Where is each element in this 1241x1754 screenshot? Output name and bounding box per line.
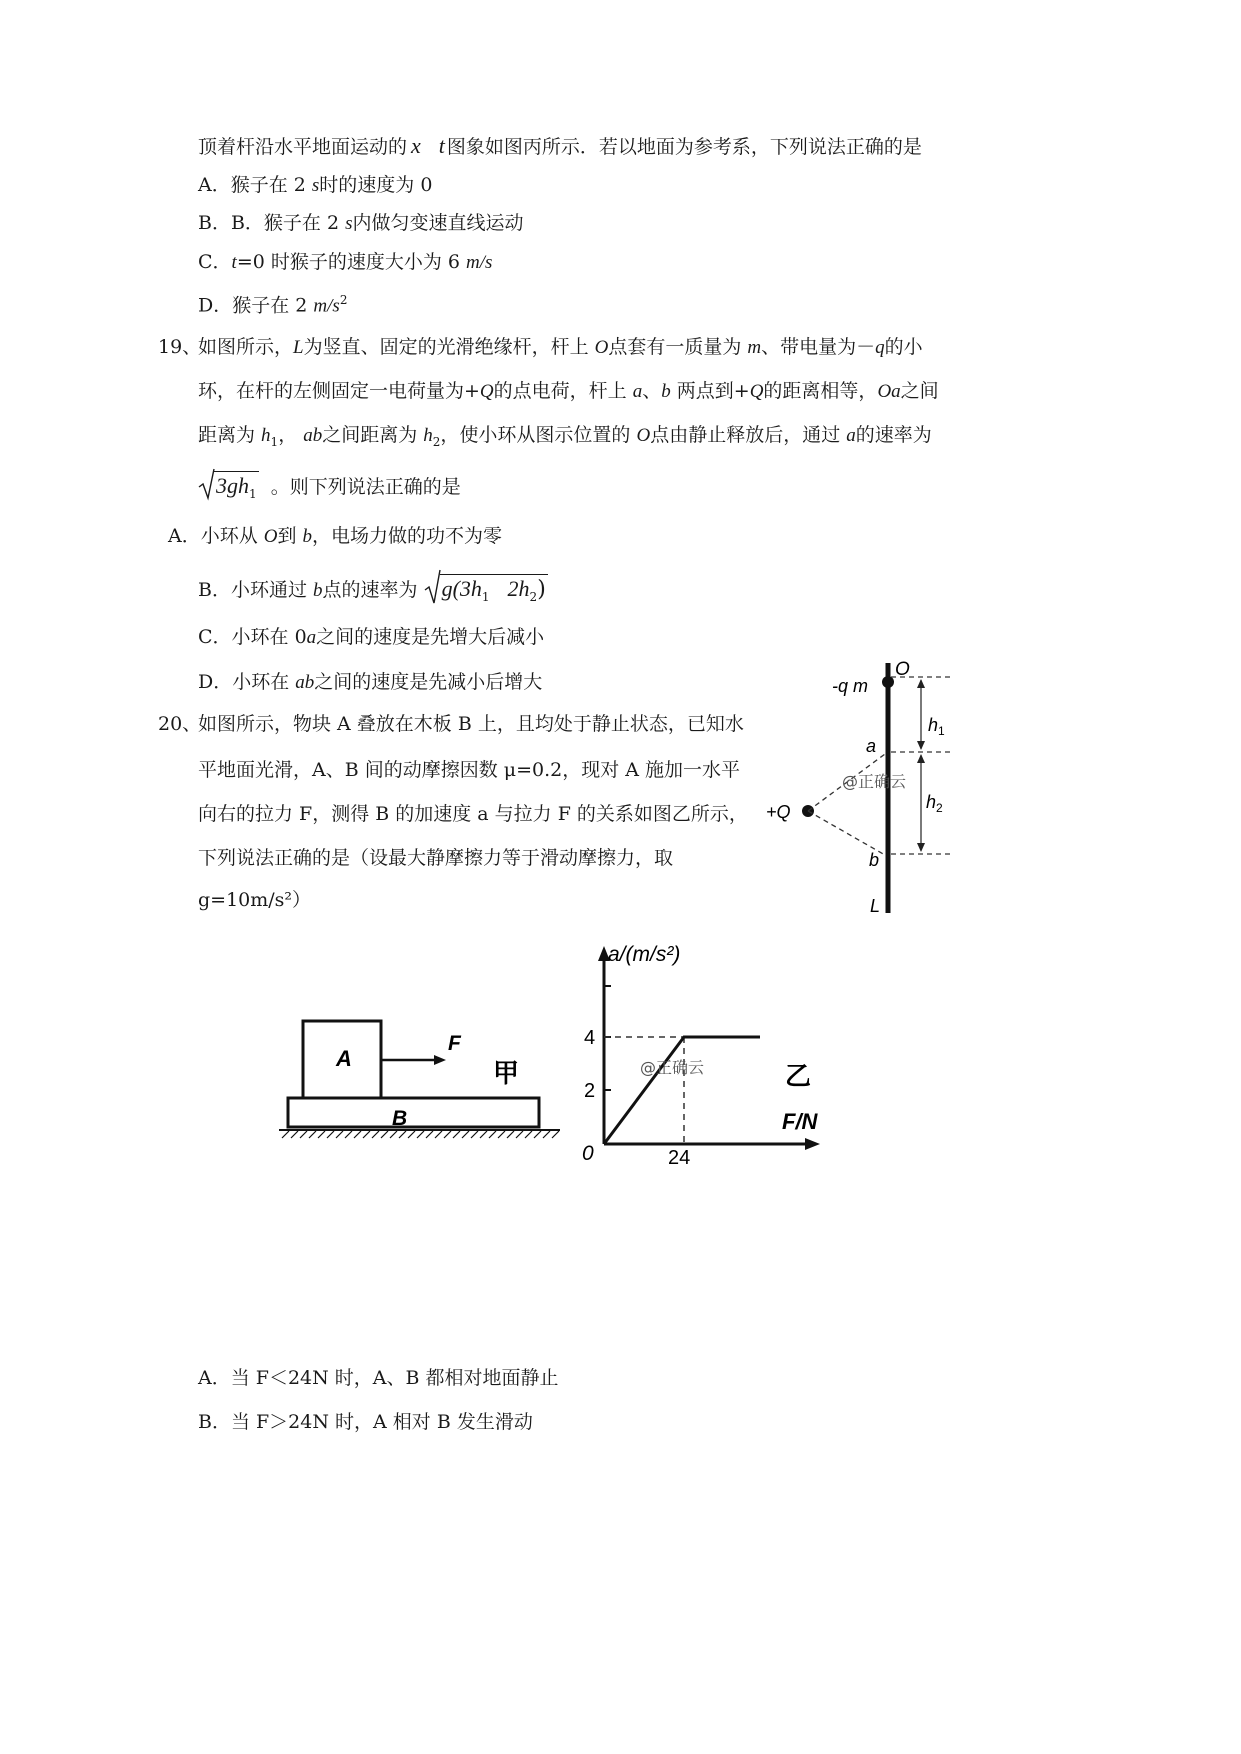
small-ring: [882, 676, 894, 688]
ground-hatch-mark: [489, 1131, 496, 1138]
q20-stem-line-2: 平地面光滑，A、B 间的动摩擦因数 μ=0.2，现对 A 施加一水平: [198, 759, 741, 781]
ground-hatch-mark: [300, 1131, 307, 1138]
q19-option-c: C．小环在 0a之间的速度是先增大后减小: [198, 626, 545, 648]
radical-sign-icon: [424, 568, 441, 606]
ground-hatch-mark: [552, 1131, 559, 1138]
q20-figures: [270, 935, 850, 1170]
label-h1: $h_1$: [928, 715, 945, 738]
ground-hatch-mark: [516, 1131, 523, 1138]
arrow-up-icon: [917, 754, 925, 763]
board-b: [288, 1098, 539, 1127]
ground-hatch-mark: [399, 1131, 406, 1138]
ground-hatch-mark: [417, 1131, 424, 1138]
arrow-down-icon: [917, 843, 925, 852]
radical-sign-icon: [198, 467, 215, 501]
q19-stem-line-3: 距离为 $h_1$， ab之间距离为 $h_2$，使小环从图示位置的 O点由静止释放后，通过 a的速率为: [198, 424, 932, 449]
y-tick-label-2: 2: [584, 1080, 596, 1102]
watermark: @正确云: [842, 772, 907, 791]
label-plus-q: +Q: [766, 802, 791, 822]
x-tick-label-24: 24: [668, 1147, 691, 1169]
q18-option-b: B．B．猴子在 2 s内做匀变速直线运动: [198, 212, 524, 234]
ground-hatch: [282, 1131, 559, 1138]
q20-stem-line-3: 向右的拉力 F，测得 B 的加速度 a 与拉力 F 的关系如图乙所示，: [198, 803, 748, 825]
label-l: L: [870, 896, 881, 916]
q19-stem-line-2: 环，在杆的左侧固定一电荷量为+Q的点电荷，杆上 a、b 两点到+Q的距离相等，Oa之间: [198, 380, 939, 402]
q18-option-c: C．t=0 时猴子的速度大小为 6 m/s: [198, 251, 493, 273]
q18-stem-continuation: 顶着杆沿水平地面运动的 x t 图象如图丙所示．若以地面为参考系，下列说法正确的是: [198, 133, 922, 158]
ground-hatch-mark: [426, 1131, 433, 1138]
ground-hatch-mark: [498, 1131, 505, 1138]
y-axis-label: a/(m/s²): [608, 943, 681, 966]
ground-hatch-mark: [408, 1131, 415, 1138]
a-f-curve: [604, 1037, 760, 1144]
q19-stem-line-4: $3gh_1$ 。则下列说法正确的是: [198, 471, 461, 508]
label-b: b: [869, 850, 880, 870]
ground-hatch-mark: [444, 1131, 451, 1138]
ground-hatch-mark: [462, 1131, 469, 1138]
ground-hatch-mark: [345, 1131, 352, 1138]
ground-hatch-mark: [381, 1131, 388, 1138]
q19-rod-diagram: [750, 650, 980, 930]
ground-hatch-mark: [480, 1131, 487, 1138]
ground-hatch-mark: [363, 1131, 370, 1138]
label-o: O: [895, 659, 910, 680]
watermark: @正确云: [640, 1058, 705, 1077]
figure-jia-blocks: [279, 1021, 560, 1138]
origin-label: 0: [582, 1142, 594, 1165]
ground-hatch-mark: [282, 1131, 289, 1138]
dashed-line-to-b: [808, 811, 885, 855]
q20-option-b: B．当 F＞24N 时，A 相对 B 发生滑动: [198, 1411, 533, 1433]
q20-stem-line-1: 如图所示，物块 A 叠放在木板 B 上，且均处于静止状态，已知水: [198, 713, 744, 735]
sqrt-expression: $g(3h_1$ $2h_2$): [424, 574, 548, 611]
figure-yi-graph: [582, 943, 820, 1169]
ground-hatch-mark: [507, 1131, 514, 1138]
ground-hatch-mark: [372, 1131, 379, 1138]
q18-option-d: D．猴子在 2 $m/s^2$: [198, 293, 348, 317]
q19-option-d: D．小环在 ab之间的速度是先减小后增大: [198, 671, 543, 693]
q20-stem-line-4: 下列说法正确的是（设最大静摩擦力等于滑动摩擦力，取: [198, 847, 674, 869]
ground-hatch-mark: [318, 1131, 325, 1138]
label-qm: -q m: [832, 676, 868, 696]
x-axis-label: F/N: [782, 1109, 818, 1134]
label-board-b: B: [392, 1107, 408, 1130]
arrow-down-icon: [917, 741, 925, 750]
ground-hatch-mark: [354, 1131, 361, 1138]
ground-hatch-mark: [327, 1131, 334, 1138]
ground-hatch-mark: [390, 1131, 397, 1138]
q18-option-a: A．猴子在 2 s时的速度为 0: [198, 174, 433, 196]
ground-hatch-mark: [453, 1131, 460, 1138]
label-block-a: A: [336, 1046, 352, 1071]
label-yi: 乙: [785, 1061, 812, 1091]
q19-stem-line-1: 如图所示，L为竖直、固定的光滑绝缘杆，杆上 O点套有一质量为 m、带电量为－q的小: [198, 336, 923, 358]
arrow-right-icon: [805, 1138, 820, 1150]
q19-option-b: B．小环通过 b点的速率为 $g(3h_1$ $2h_2$): [198, 574, 548, 611]
sqrt-expression: $3gh_1$: [198, 471, 259, 508]
ground-hatch-mark: [525, 1131, 532, 1138]
ground-hatch-mark: [309, 1131, 316, 1138]
ground-hatch-mark: [534, 1131, 541, 1138]
y-tick-label-4: 4: [584, 1027, 596, 1049]
label-h2: $h_2$: [926, 792, 943, 815]
ground-hatch-mark: [435, 1131, 442, 1138]
q19-number: 19、: [158, 336, 202, 358]
ground-hatch-mark: [471, 1131, 478, 1138]
q20-stem-line-5: g=10m/s²）: [198, 889, 312, 911]
label-force: F: [448, 1032, 461, 1055]
q20-option-a: A．当 F＜24N 时，A、B 都相对地面静止: [198, 1367, 559, 1389]
label-jia: 甲: [493, 1058, 520, 1088]
ground-hatch-mark: [336, 1131, 343, 1138]
ground-hatch-mark: [543, 1131, 550, 1138]
label-a: a: [866, 736, 877, 756]
q19-option-a: A．小环从 O到 b，电场力做的功不为零: [168, 525, 503, 547]
ground-hatch-mark: [291, 1131, 298, 1138]
arrow-right-icon: [434, 1055, 446, 1065]
arrow-up-icon: [917, 679, 925, 688]
q20-number: 20、: [158, 713, 202, 735]
